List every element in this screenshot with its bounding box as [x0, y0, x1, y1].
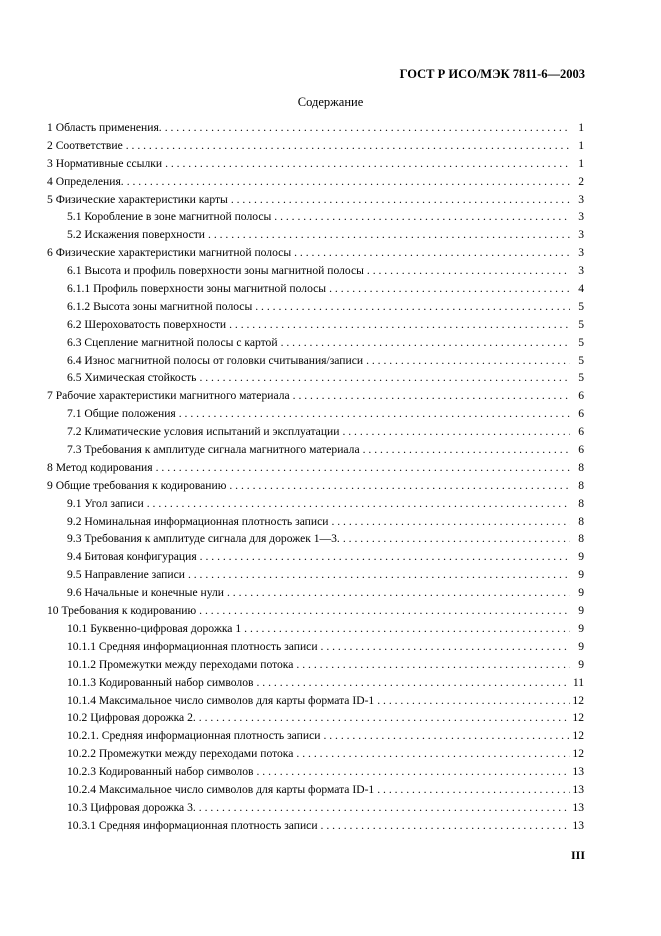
toc-entry-label: 10.3.1 Средняя информационная плотность записи	[67, 818, 318, 832]
toc-leader-dots	[329, 280, 570, 298]
toc-entry-label: 10.1.1 Средняя информационная плотность записи	[67, 639, 318, 653]
toc-entry-page: 5	[578, 371, 584, 385]
toc-entry-page: 13	[572, 818, 584, 832]
toc-entry-page: 3	[578, 228, 584, 242]
toc-entry-label: 7.2 Климатические условия испытаний и эксплуатации	[67, 425, 340, 439]
toc-entry-label: 9.2 Номинальная информационная плотность записи	[67, 514, 329, 528]
toc-entry-page: 6	[578, 425, 584, 439]
toc-entry-label: 1 Область применения.	[47, 121, 162, 134]
toc-entry[interactable]	[47, 459, 584, 477]
toc-entry[interactable]	[47, 369, 584, 387]
toc-leader-dots	[156, 459, 570, 477]
toc-entry-label: 10.1.3 Кодированный набор символов	[67, 675, 254, 689]
toc-entry[interactable]	[47, 405, 584, 423]
toc-entry-label: 5.1 Коробление в зоне магнитной полосы	[67, 210, 272, 224]
toc-entry[interactable]	[47, 763, 584, 781]
toc-entry-page: 8	[578, 460, 584, 474]
toc-entry[interactable]	[47, 495, 584, 513]
toc-entry-label: 9.1 Угол записи	[67, 496, 144, 510]
toc-leader-dots	[377, 692, 570, 710]
toc-entry[interactable]	[47, 226, 584, 244]
toc-entry-label: 10.2.1. Средняя информационная плотность записи	[67, 729, 321, 743]
toc-entry[interactable]	[47, 387, 584, 405]
toc-entry-label: 9.5 Направление записи	[67, 568, 185, 582]
toc-entry-label: 5.2 Искажения поверхности	[67, 228, 206, 242]
toc-entry-page: 3	[578, 210, 584, 224]
toc-leader-dots	[363, 441, 570, 459]
toc-entry[interactable]	[47, 727, 584, 745]
toc-entry-page: 3	[578, 264, 584, 278]
toc-entry[interactable]	[47, 781, 584, 799]
toc-entry[interactable]	[47, 262, 584, 280]
toc-entry[interactable]	[47, 191, 584, 209]
toc-leader-dots	[231, 191, 570, 209]
toc-leader-dots	[127, 173, 570, 191]
toc-leader-dots	[165, 155, 570, 173]
toc-leader-dots	[321, 817, 570, 835]
standard-designation: ГОСТ Р ИСО/МЭК 7811-6—2003	[399, 67, 585, 81]
toc-entry-page: 1	[578, 156, 584, 170]
toc-entry-label: 9.6 Начальные и конечные нули	[67, 586, 224, 600]
toc-entry[interactable]	[47, 692, 584, 710]
toc-leader-dots	[126, 137, 570, 155]
toc-leader-dots	[227, 584, 570, 602]
page-number: III	[570, 848, 585, 862]
toc-entry[interactable]	[47, 709, 584, 727]
toc-entry-page: 11	[572, 675, 584, 689]
toc-entry-label: 7 Рабочие характеристики магнитного материала	[47, 389, 290, 403]
toc-entry-page: 1	[578, 121, 584, 134]
toc-leader-dots	[342, 423, 570, 441]
toc-entry-page: 3	[578, 246, 584, 260]
toc-leader-dots	[179, 405, 570, 423]
toc-entry-page: 5	[578, 353, 584, 367]
toc-leader-dots	[165, 119, 570, 137]
toc-entry[interactable]	[47, 334, 584, 352]
toc-entry-label: 2 Соответствие	[47, 138, 123, 152]
toc-entry-label: 5 Физические характеристики карты	[47, 192, 228, 206]
toc-entry-page: 2	[578, 174, 584, 188]
toc-entry-label: 7.1 Общие положения	[67, 407, 176, 421]
toc-entry[interactable]	[47, 280, 584, 298]
toc-leader-dots	[229, 477, 570, 495]
toc-entry[interactable]	[47, 656, 584, 674]
toc-leader-dots	[255, 298, 570, 316]
toc-leader-dots	[257, 763, 571, 781]
toc-entry-label: 6.4 Износ магнитной полосы от головки считывания/записи	[67, 353, 364, 367]
toc-leader-dots	[274, 208, 570, 226]
toc-entry[interactable]	[47, 602, 584, 620]
toc-entry[interactable]	[47, 244, 584, 262]
toc-entry-label: 4 Определения.	[47, 174, 124, 188]
toc-entry[interactable]	[47, 638, 584, 656]
toc-entry-page: 9	[578, 604, 584, 618]
toc-entry-label: 7.3 Требования к амплитуде сигнала магнитного материала	[67, 443, 360, 457]
toc-entry[interactable]	[47, 548, 584, 566]
toc-entry-label: 6.1 Высота и профиль поверхности зоны магнитной полосы	[67, 264, 364, 278]
toc-leader-dots	[343, 530, 570, 548]
toc-entry-page: 3	[578, 192, 584, 206]
toc-entry-page: 5	[578, 299, 584, 313]
toc-entry-page: 12	[572, 729, 584, 743]
toc-entry-page: 8	[578, 514, 584, 528]
toc-leader-dots	[188, 566, 570, 584]
toc-entry-page: 6	[578, 443, 584, 457]
toc-leader-dots	[366, 352, 570, 370]
toc-leader-dots	[199, 799, 570, 817]
toc-entry[interactable]	[47, 674, 584, 692]
toc-entry-label: 10.2.3 Кодированный набор символов	[67, 765, 254, 779]
toc-entry-page: 5	[578, 317, 584, 331]
toc-leader-dots	[199, 709, 570, 727]
toc-entry-page: 12	[572, 747, 584, 761]
toc-entry-page: 5	[578, 335, 584, 349]
toc-title: Содержание	[297, 95, 364, 109]
toc-entry-page: 12	[572, 711, 584, 725]
toc-entry[interactable]	[47, 173, 584, 191]
toc-entry-page: 6	[578, 407, 584, 421]
toc-entry-label: 9.4 Битовая конфигурация	[67, 550, 197, 564]
toc-entry-page: 9	[578, 639, 584, 653]
toc-entry-label: 9 Общие требования к кодированию	[47, 478, 227, 492]
toc-leader-dots	[281, 334, 570, 352]
toc-entry-page: 8	[578, 496, 584, 510]
toc-entry-page: 4	[578, 282, 584, 296]
toc-entry[interactable]	[47, 584, 584, 602]
toc-entry-page: 13	[572, 765, 584, 779]
toc-entry-page: 9	[578, 568, 584, 582]
toc-entry-label: 9.3 Требования к амплитуде сигнала для дорожек 1—3.	[67, 532, 340, 546]
toc-entry-page: 8	[578, 478, 584, 492]
toc-entry[interactable]	[47, 137, 584, 155]
toc-entry[interactable]	[47, 441, 584, 459]
toc-entry-page: 9	[578, 621, 584, 635]
toc-entry-label: 6.2 Шероховатость поверхности	[67, 317, 227, 331]
toc-leader-dots	[321, 638, 570, 656]
toc-leader-dots	[294, 244, 570, 262]
toc-entry-page: 1	[578, 138, 584, 152]
toc-entry[interactable]	[47, 316, 584, 334]
toc-entry-label: 10.3 Цифровая дорожка 3.	[67, 800, 196, 814]
toc-entry-label: 10.1 Буквенно-цифровая дорожка 1	[67, 621, 242, 635]
toc-leader-dots	[199, 602, 570, 620]
toc-entry[interactable]	[47, 513, 584, 531]
toc-leader-dots	[229, 316, 570, 334]
toc-leader-dots	[199, 369, 570, 387]
toc-entry-page: 6	[578, 389, 584, 403]
toc-entry-page: 13	[572, 782, 584, 796]
toc-leader-dots	[293, 387, 570, 405]
toc-entry-label: 6.5 Химическая стойкость	[67, 371, 197, 385]
toc-leader-dots	[331, 513, 570, 531]
toc-leader-dots	[367, 262, 570, 280]
toc-leader-dots	[200, 548, 570, 566]
toc-entry[interactable]	[47, 352, 584, 370]
toc-leader-dots	[208, 226, 570, 244]
toc-entry[interactable]	[47, 208, 584, 226]
toc-entry-label: 10 Требования к кодированию	[47, 604, 197, 618]
toc-entry[interactable]	[47, 530, 584, 548]
toc-entry-label: 6.3 Сцепление магнитной полосы с картой	[67, 335, 278, 349]
toc-entry[interactable]	[47, 817, 584, 835]
toc-leader-dots	[244, 620, 570, 638]
toc-entry-label: 6.1.2 Высота зоны магнитной полосы	[67, 299, 253, 313]
toc-entry-label: 10.2.2 Промежутки между переходами потока	[67, 747, 294, 761]
toc-entry[interactable]	[47, 566, 584, 584]
toc-entry-label: 10.1.4 Максимальное число символов для карты формата ID-1	[67, 693, 375, 707]
toc-leader-dots	[296, 656, 570, 674]
toc-entry[interactable]	[47, 620, 584, 638]
toc-entry-page: 12	[572, 693, 584, 707]
toc-entry-label: 6.1.1 Профиль поверхности зоны магнитной полосы	[67, 282, 327, 296]
toc-entry-page: 9	[578, 657, 584, 671]
toc-leader-dots	[377, 781, 570, 799]
toc-entry-page: 9	[578, 586, 584, 600]
toc-entry[interactable]	[47, 155, 584, 173]
toc-entry-page: 8	[578, 532, 584, 546]
toc-leader-dots	[147, 495, 570, 513]
toc-entry[interactable]	[47, 799, 584, 817]
toc-entry-label: 10.2 Цифровая дорожка 2.	[67, 711, 196, 725]
toc-entry[interactable]	[47, 423, 584, 441]
toc-entry-label: 10.2.4 Максимальное число символов для карты формата ID-1	[67, 782, 375, 796]
toc-leader-dots	[296, 745, 570, 763]
toc-entry-page: 9	[578, 550, 584, 564]
toc-entry-label: 8 Метод кодирования	[47, 460, 153, 474]
toc-leader-dots	[257, 674, 571, 692]
toc-entry[interactable]	[47, 477, 584, 495]
toc-entry-label: 6 Физические характеристики магнитной полосы	[47, 246, 292, 260]
toc-leader-dots	[323, 727, 570, 745]
toc-entry-label: 10.1.2 Промежутки между переходами потока	[67, 657, 294, 671]
toc-entry[interactable]	[47, 298, 584, 316]
table-of-contents	[47, 119, 584, 835]
toc-entry[interactable]	[47, 745, 584, 763]
toc-entry[interactable]	[47, 119, 584, 137]
toc-entry-page: 13	[572, 800, 584, 814]
toc-entry-label: 3 Нормативные ссылки	[47, 156, 163, 170]
